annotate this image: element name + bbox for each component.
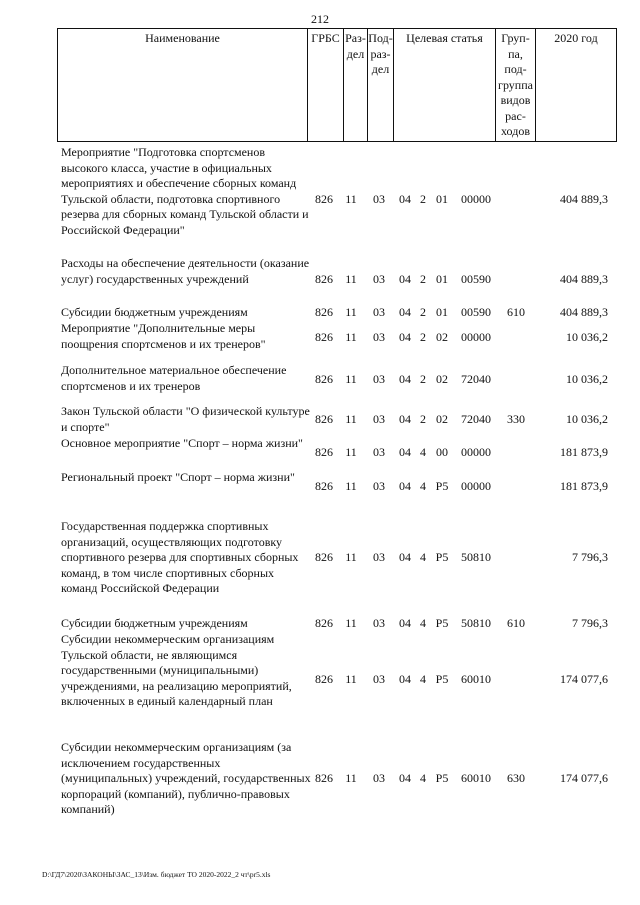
- row-5-razdel: 11: [345, 412, 357, 426]
- row-8-target-3: P5: [435, 550, 449, 564]
- row-2-group: 610: [507, 305, 525, 319]
- header-razdel: Раз- дел: [343, 28, 367, 142]
- row-5-target-2: 2: [420, 412, 426, 426]
- row-2-amount: 404 889,3: [560, 305, 608, 319]
- row-9-target-3: P5: [435, 616, 449, 630]
- row-1-name: Расходы на обеспечение деятельности (оказание услуг) государственных учреждений: [61, 256, 310, 286]
- row-10-name: Субсидии некоммерческим организациям Тульской области, не являющимся государственными (муниципальными) учреждениями, на реализацию мероприятий, включенных в единый календарный план: [61, 632, 292, 708]
- row-10-razdel: 11: [345, 672, 357, 686]
- header-year: 2020 год: [535, 28, 617, 142]
- row-9-grbs: 826: [315, 616, 333, 630]
- row-0-target-4: 00000: [461, 192, 491, 206]
- row-2-razdel: 11: [345, 305, 357, 319]
- header-podrazdel: Под- раз- дел: [367, 28, 393, 142]
- row-3-target-3: 02: [436, 330, 448, 344]
- row-9-razdel: 11: [345, 616, 357, 630]
- row-2-target-4: 00590: [461, 305, 491, 319]
- row-1-razdel: 11: [345, 272, 357, 286]
- table-header: [57, 28, 617, 142]
- row-3-name: Мероприятие "Дополнительные меры поощрения спортсменов и их тренеров": [61, 321, 266, 351]
- row-5-name: Закон Тульской области "О физической культуре и спорте": [61, 404, 310, 434]
- header-group: Груп- па, под- группа видов рас- ходов: [495, 28, 535, 142]
- row-0-name: Мероприятие "Подготовка спортсменов высокого класса, участие в официальных мероприятиях и обеспечение сборных команд Тульской области, подготовка спортивного резерва для сборных команд Тульской области и Российской Федерации": [61, 145, 309, 237]
- row-2-target-1: 04: [399, 305, 411, 319]
- row-0-grbs: 826: [315, 192, 333, 206]
- row-7-name: Региональный проект "Спорт – норма жизни": [61, 470, 295, 484]
- row-3-podrazdel: 03: [373, 330, 385, 344]
- row-2-podrazdel: 03: [373, 305, 385, 319]
- row-3-razdel: 11: [345, 330, 357, 344]
- row-5-target-1: 04: [399, 412, 411, 426]
- row-11-amount: 174 077,6: [560, 771, 608, 785]
- row-10-target-3: P5: [435, 672, 449, 686]
- row-10-grbs: 826: [315, 672, 333, 686]
- row-11-grbs: 826: [315, 771, 333, 785]
- header-target: Целевая статья: [393, 28, 495, 142]
- row-11-target-1: 04: [399, 771, 411, 785]
- row-10-target-1: 04: [399, 672, 411, 686]
- row-4-target-1: 04: [399, 372, 411, 386]
- file-path-footer: D:\ГД7\2020\ЗАКОНЫ\ЗАС_13\Изм. бюджет ТО 2020-2022_2 чт\pr5.xls: [42, 870, 271, 879]
- row-11-target-3: P5: [435, 771, 449, 785]
- row-3-amount: 10 036,2: [566, 330, 608, 344]
- row-7-target-2: 4: [420, 479, 426, 493]
- row-9-podrazdel: 03: [373, 616, 385, 630]
- row-8-razdel: 11: [345, 550, 357, 564]
- row-9-target-2: 4: [420, 616, 426, 630]
- row-4-grbs: 826: [315, 372, 333, 386]
- row-10-target-4: 60010: [461, 672, 491, 686]
- row-5-target-4: 72040: [461, 412, 491, 426]
- row-4-razdel: 11: [345, 372, 357, 386]
- row-6-razdel: 11: [345, 445, 357, 459]
- row-4-target-4: 72040: [461, 372, 491, 386]
- row-11-podrazdel: 03: [373, 771, 385, 785]
- row-4-name: Дополнительное материальное обеспечение спортсменов и их тренеров: [61, 363, 287, 393]
- row-2-name: Субсидии бюджетным учреждениям: [61, 305, 248, 319]
- row-9-name: Субсидии бюджетным учреждениям: [61, 616, 248, 630]
- row-10-target-2: 4: [420, 672, 426, 686]
- row-10-amount: 174 077,6: [560, 672, 608, 686]
- row-9-target-1: 04: [399, 616, 411, 630]
- row-5-target-3: 02: [436, 412, 448, 426]
- row-7-grbs: 826: [315, 479, 333, 493]
- row-0-target-2: 2: [420, 192, 426, 206]
- row-3-target-4: 00000: [461, 330, 491, 344]
- row-5-amount: 10 036,2: [566, 412, 608, 426]
- row-2-grbs: 826: [315, 305, 333, 319]
- row-0-razdel: 11: [345, 192, 357, 206]
- row-5-podrazdel: 03: [373, 412, 385, 426]
- row-11-target-4: 60010: [461, 771, 491, 785]
- row-11-razdel: 11: [345, 771, 357, 785]
- row-0-target-3: 01: [436, 192, 448, 206]
- row-11-name: Субсидии некоммерческим организациям (за исключением государственных (муниципальных) учреждений, государственных корпораций (компаний), публично-правовых компаний): [61, 740, 311, 816]
- row-9-target-4: 50810: [461, 616, 491, 630]
- row-1-amount: 404 889,3: [560, 272, 608, 286]
- row-1-podrazdel: 03: [373, 272, 385, 286]
- header-name: Наименование: [57, 28, 307, 142]
- row-6-grbs: 826: [315, 445, 333, 459]
- row-1-target-2: 2: [420, 272, 426, 286]
- row-2-target-3: 01: [436, 305, 448, 319]
- row-8-target-1: 04: [399, 550, 411, 564]
- row-3-target-2: 2: [420, 330, 426, 344]
- row-10-podrazdel: 03: [373, 672, 385, 686]
- row-1-grbs: 826: [315, 272, 333, 286]
- row-5-grbs: 826: [315, 412, 333, 426]
- row-1-target-1: 04: [399, 272, 411, 286]
- row-6-target-3: 00: [436, 445, 448, 459]
- row-6-amount: 181 873,9: [560, 445, 608, 459]
- row-1-target-4: 00590: [461, 272, 491, 286]
- row-8-name: Государственная поддержка спортивных организаций, осуществляющих подготовку спортивного резерва для спортивных сборных команд, в том числе спортивных сборных команд Российской Федерации: [61, 519, 299, 595]
- row-0-podrazdel: 03: [373, 192, 385, 206]
- row-4-target-3: 02: [436, 372, 448, 386]
- row-8-target-4: 50810: [461, 550, 491, 564]
- row-0-amount: 404 889,3: [560, 192, 608, 206]
- row-9-amount: 7 796,3: [572, 616, 608, 630]
- row-4-target-2: 2: [420, 372, 426, 386]
- row-7-podrazdel: 03: [373, 479, 385, 493]
- row-6-podrazdel: 03: [373, 445, 385, 459]
- row-6-target-1: 04: [399, 445, 411, 459]
- row-4-amount: 10 036,2: [566, 372, 608, 386]
- page-number: 212: [311, 12, 329, 26]
- row-6-target-4: 00000: [461, 445, 491, 459]
- row-11-target-2: 4: [420, 771, 426, 785]
- row-8-grbs: 826: [315, 550, 333, 564]
- row-9-group: 610: [507, 616, 525, 630]
- row-8-target-2: 4: [420, 550, 426, 564]
- row-6-target-2: 4: [420, 445, 426, 459]
- row-8-amount: 7 796,3: [572, 550, 608, 564]
- row-5-group: 330: [507, 412, 525, 426]
- row-11-group: 630: [507, 771, 525, 785]
- row-2-target-2: 2: [420, 305, 426, 319]
- row-7-amount: 181 873,9: [560, 479, 608, 493]
- row-0-target-1: 04: [399, 192, 411, 206]
- row-7-razdel: 11: [345, 479, 357, 493]
- row-4-podrazdel: 03: [373, 372, 385, 386]
- row-7-target-1: 04: [399, 479, 411, 493]
- row-7-target-3: P5: [435, 479, 449, 493]
- row-6-name: Основное мероприятие "Спорт – норма жизни": [61, 436, 303, 450]
- row-3-target-1: 04: [399, 330, 411, 344]
- row-7-target-4: 00000: [461, 479, 491, 493]
- header-grbs: ГРБС: [307, 28, 343, 142]
- row-8-podrazdel: 03: [373, 550, 385, 564]
- row-3-grbs: 826: [315, 330, 333, 344]
- row-1-target-3: 01: [436, 272, 448, 286]
